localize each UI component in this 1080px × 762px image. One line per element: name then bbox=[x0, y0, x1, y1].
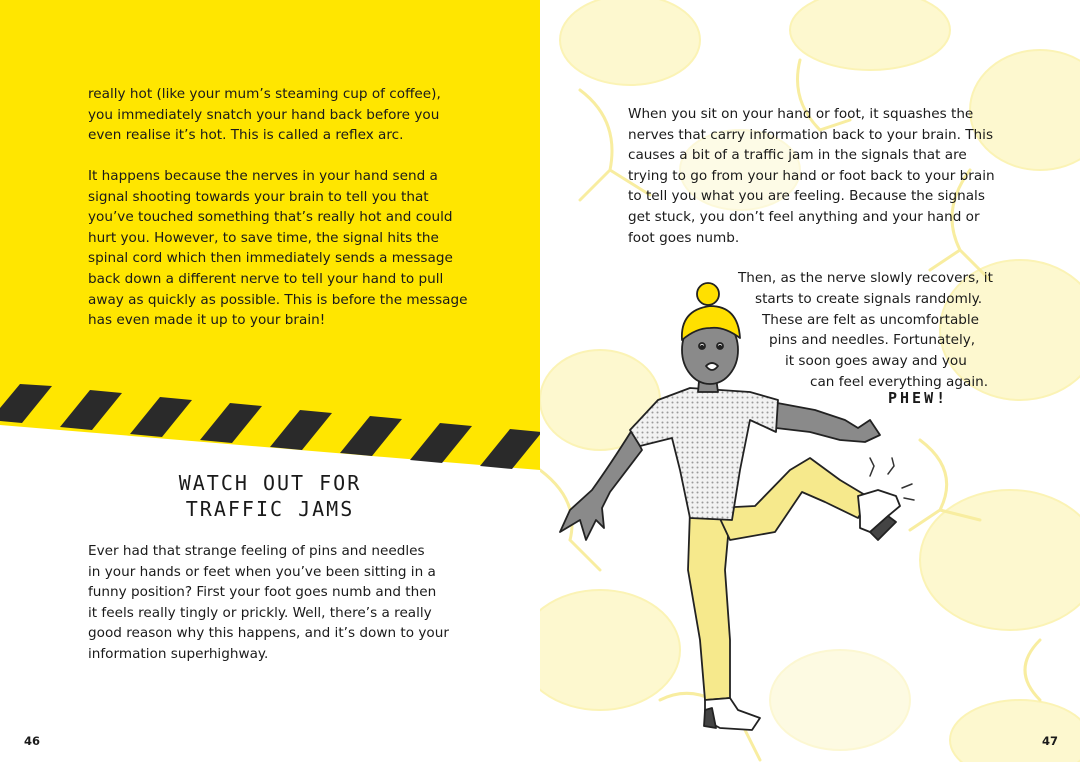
phew-exclamation: PHEW! bbox=[888, 389, 949, 407]
reflex-arc-paragraph: It happens because the nerves in your hand send a signal shooting towards your brain to tell you that you’ve touched something that’s really hot and could hurt you. However, to save time, the signal hits the spinal cord which then immediately sends a message back down a different nerve to tell your hand to pull away as quickly as possible. This is before the message has even made it up to your brain! bbox=[88, 168, 468, 329]
recover-line-2: starts to create signals randomly. bbox=[755, 291, 983, 307]
recover-line-5: it soon goes away and you bbox=[785, 353, 967, 369]
traffic-jam-paragraph: Ever had that strange feeling of pins and needles in your hands or feet when you’ve been sitting in a funny position? First your foot goes numb and then it feels really tingly or prickly. Well, there’s a really good reason why this happens, and it’s down to your information superhighway. bbox=[88, 543, 449, 662]
boy-pins-and-needles-illustration bbox=[540, 270, 920, 740]
recover-line-6: can feel everything again. bbox=[810, 374, 989, 390]
heading-line-2: TRAFFIC JAMS bbox=[185, 497, 355, 521]
recover-line-1: Then, as the nerve slowly recovers, it bbox=[738, 270, 993, 286]
t-shirt bbox=[630, 388, 778, 520]
page-number-left: 46 bbox=[24, 734, 41, 748]
intro-paragraph: really hot (like your mum’s steaming cup of coffee), you immediately snatch your hand back before you even realise it’s hot. This is called a reflex arc. bbox=[88, 86, 441, 144]
standing-leg bbox=[688, 510, 730, 700]
right-arm bbox=[772, 402, 880, 442]
numb-paragraph: When you sit on your hand or foot, it squashes the nerves that carry information back to your brain. This causes a bit of a traffic jam in the signals that are trying to go from your hand or foot back to your brain to tell you what you are feeling. Because the signals get stuck, you don’t feel anything and your hand or foot goes numb. bbox=[628, 106, 995, 246]
turban-top bbox=[697, 283, 719, 305]
left-arm bbox=[560, 430, 642, 540]
recover-line-4: pins and needles. Fortunately, bbox=[769, 332, 976, 348]
recover-line-3: These are felt as uncomfortable bbox=[762, 312, 980, 328]
page-number-right: 47 bbox=[1042, 734, 1059, 748]
section-heading bbox=[120, 470, 420, 522]
heading-line-1: WATCH OUT FOR bbox=[178, 471, 362, 495]
